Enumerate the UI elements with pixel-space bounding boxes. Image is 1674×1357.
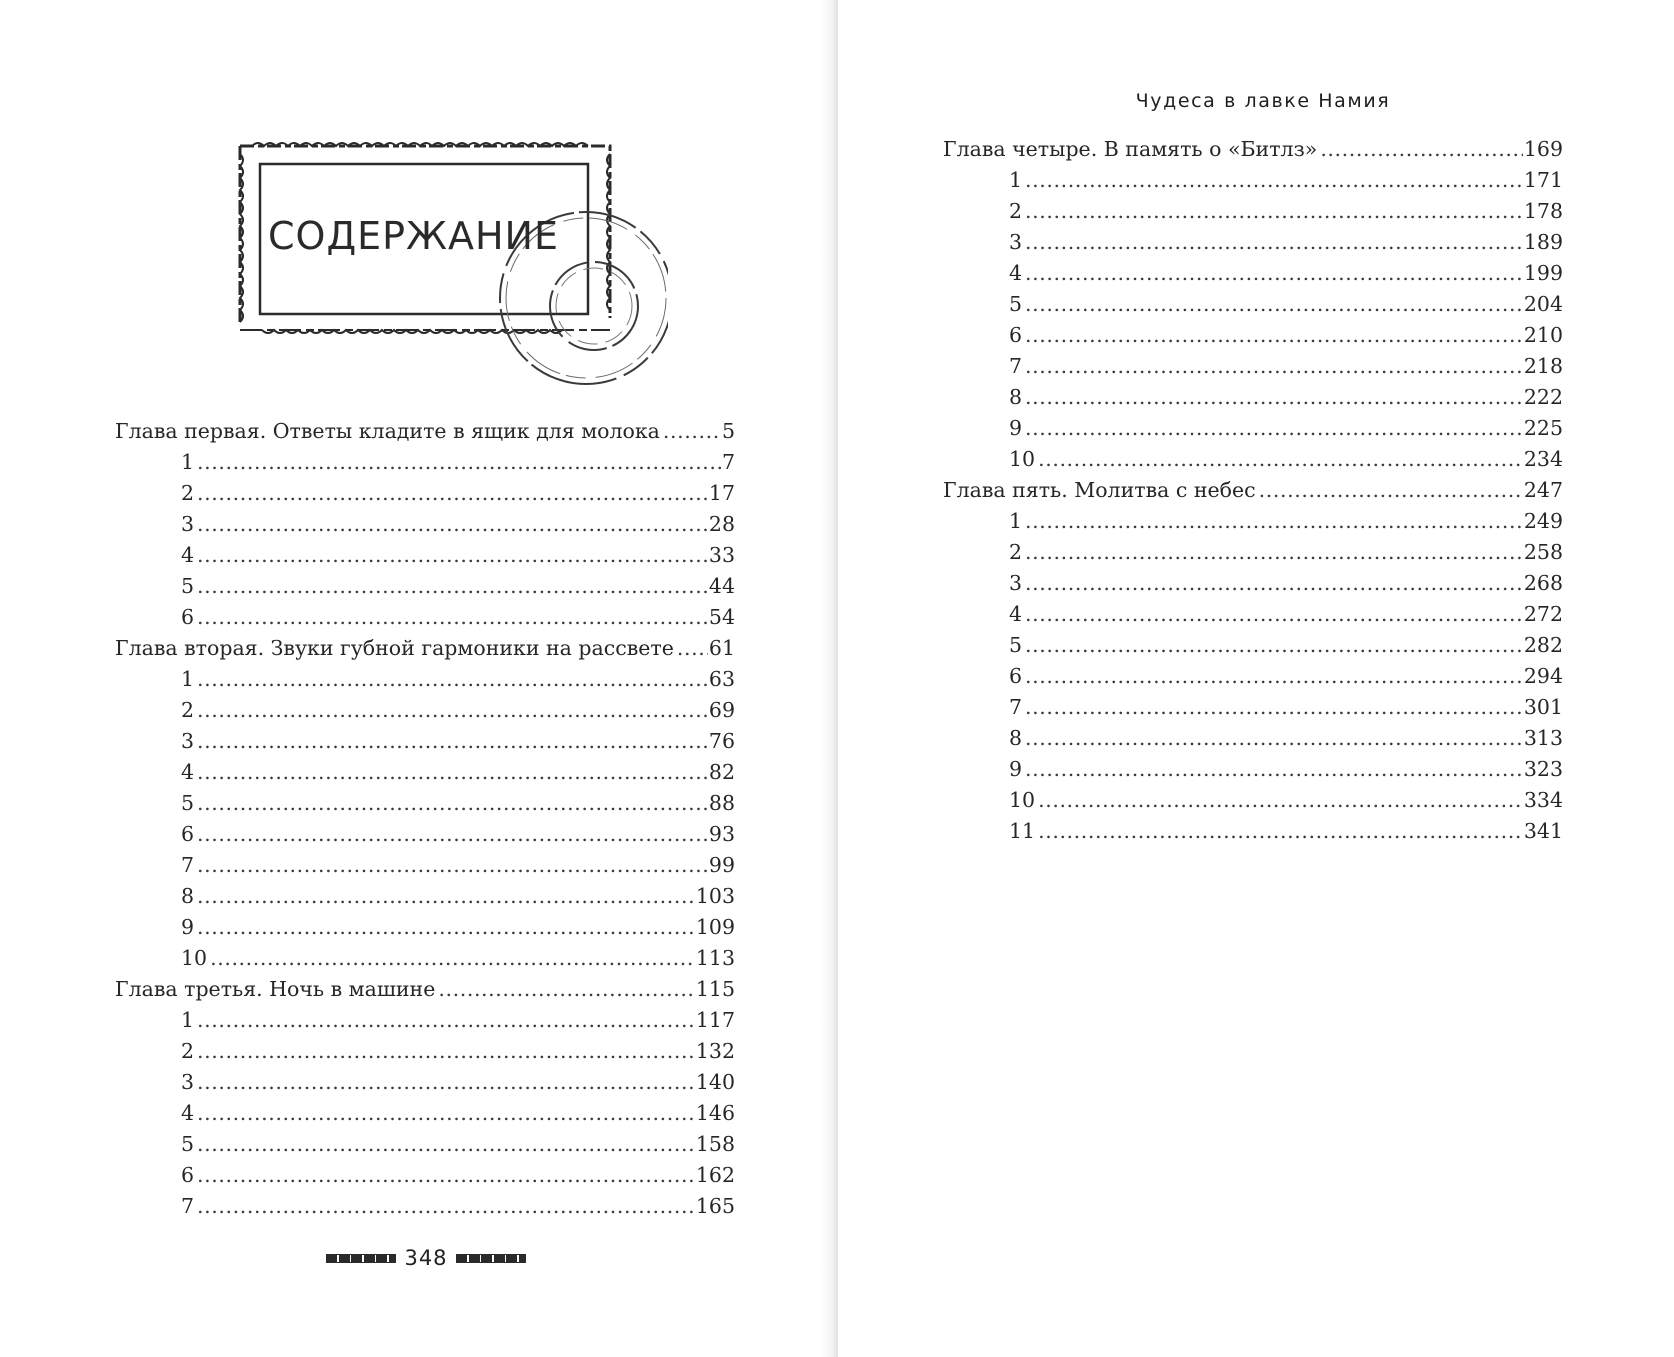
toc-page-number: 268 <box>1523 571 1563 595</box>
toc-dot-leader <box>1025 754 1523 785</box>
toc-dot-leader <box>197 478 708 509</box>
folio-ornament-left <box>326 1254 396 1263</box>
toc-page-number: 28 <box>708 512 735 536</box>
toc-subentry <box>115 664 735 695</box>
toc-entry-label: 6 <box>181 822 195 846</box>
toc-page-number: 178 <box>1523 199 1563 223</box>
toc-page-number: 165 <box>695 1194 735 1218</box>
toc-subentry <box>115 1036 735 1067</box>
toc-subentry <box>943 444 1563 475</box>
toc-entry-label: 3 <box>181 729 195 753</box>
toc-page-number: 44 <box>708 574 735 598</box>
toc-page-number: 5 <box>721 419 735 443</box>
toc-subentry <box>115 1098 735 1129</box>
toc-page-number: 33 <box>708 543 735 567</box>
toc-subentry <box>943 351 1563 382</box>
toc-page-number: 61 <box>708 636 735 660</box>
postage-stamp-frame-icon <box>232 140 668 396</box>
toc-dot-leader <box>438 974 695 1005</box>
toc-dot-leader <box>1025 351 1523 382</box>
toc-page-number: 272 <box>1523 602 1563 626</box>
toc-page-number: 99 <box>708 853 735 877</box>
page-number: 348 <box>404 1246 448 1270</box>
toc-chapter-entry <box>115 974 735 1005</box>
toc-entry-label: 8 <box>1009 385 1023 409</box>
toc-page-number: 323 <box>1523 757 1563 781</box>
toc-entry-label: 7 <box>1009 695 1023 719</box>
toc-dot-leader <box>1025 568 1523 599</box>
toc-entry-label: Глава четыре. В память о «Битлз» <box>943 137 1318 161</box>
toc-subentry <box>943 692 1563 723</box>
toc-page-number: 218 <box>1523 354 1563 378</box>
toc-page-number: 258 <box>1523 540 1563 564</box>
toc-page-number: 204 <box>1523 292 1563 316</box>
toc-entry-label: 3 <box>181 1070 195 1094</box>
contents-stamp <box>232 140 668 396</box>
toc-dot-leader <box>1025 320 1523 351</box>
toc-page-number: 93 <box>708 822 735 846</box>
toc-dot-leader <box>663 416 721 447</box>
toc-subentry <box>943 599 1563 630</box>
toc-dot-leader <box>1025 165 1523 196</box>
toc-subentry <box>115 447 735 478</box>
toc-subentry <box>943 816 1563 847</box>
toc-entry-label: 7 <box>1009 354 1023 378</box>
toc-dot-leader <box>197 1191 695 1222</box>
toc-subentry <box>115 943 735 974</box>
page-number-footer <box>321 1245 531 1271</box>
toc-page-number: 171 <box>1523 168 1563 192</box>
left-page <box>0 0 833 1357</box>
toc-page-number: 313 <box>1523 726 1563 750</box>
toc-page-number: 162 <box>695 1163 735 1187</box>
toc-page-number: 63 <box>708 667 735 691</box>
toc-dot-leader <box>1025 227 1523 258</box>
toc-entry-label: 1 <box>1009 509 1023 533</box>
toc-dot-leader <box>197 695 708 726</box>
toc-entry-label: Глава третья. Ночь в машине <box>115 977 436 1001</box>
toc-page-number: 7 <box>721 450 735 474</box>
toc-entry-label: 2 <box>181 481 195 505</box>
toc-dot-leader <box>197 1005 695 1036</box>
toc-page-number: 301 <box>1523 695 1563 719</box>
toc-dot-leader <box>1025 506 1523 537</box>
toc-entry-label: 7 <box>181 1194 195 1218</box>
toc-subentry <box>943 506 1563 537</box>
toc-entry-label: 3 <box>1009 230 1023 254</box>
toc-entry-label: 1 <box>181 450 195 474</box>
toc-page-number: 115 <box>695 977 735 1001</box>
toc-page-number: 88 <box>708 791 735 815</box>
toc-subentry <box>115 540 735 571</box>
toc-entry-label: 10 <box>1009 788 1036 812</box>
toc-entry-label: 5 <box>181 791 195 815</box>
toc-subentry <box>943 382 1563 413</box>
toc-entry-label: 8 <box>181 884 195 908</box>
toc-entry-label: 4 <box>181 543 195 567</box>
toc-entry-label: 2 <box>181 1039 195 1063</box>
toc-dot-leader <box>1025 537 1523 568</box>
toc-entry-label: 6 <box>181 605 195 629</box>
toc-subentry <box>115 1067 735 1098</box>
toc-subentry <box>115 478 735 509</box>
toc-dot-leader <box>210 943 695 974</box>
toc-subentry <box>115 571 735 602</box>
toc-subentry <box>115 757 735 788</box>
toc-dot-leader <box>1025 382 1523 413</box>
toc-subentry <box>115 1129 735 1160</box>
toc-page-number: 282 <box>1523 633 1563 657</box>
running-head: Чудеса в лавке Намия <box>1135 90 1391 112</box>
toc-entry-label: 6 <box>1009 323 1023 347</box>
toc-page-number: 76 <box>708 729 735 753</box>
table-of-contents-right <box>943 134 1563 847</box>
toc-subentry <box>943 723 1563 754</box>
toc-entry-label: 5 <box>181 1132 195 1156</box>
toc-subentry <box>115 509 735 540</box>
toc-page-number: 69 <box>708 698 735 722</box>
toc-entry-label: 4 <box>1009 602 1023 626</box>
toc-entry-label: Глава вторая. Звуки губной гармоники на рассвете <box>115 636 674 660</box>
toc-page-number: 199 <box>1523 261 1563 285</box>
toc-page-number: 210 <box>1523 323 1563 347</box>
toc-dot-leader <box>197 447 721 478</box>
toc-entry-label: Глава пять. Молитва с небес <box>943 478 1256 502</box>
toc-page-number: 17 <box>708 481 735 505</box>
toc-entry-label: 1 <box>1009 168 1023 192</box>
toc-dot-leader <box>1025 196 1523 227</box>
toc-subentry <box>115 726 735 757</box>
right-page <box>838 0 1674 1357</box>
toc-dot-leader <box>1025 661 1523 692</box>
toc-entry-label: 1 <box>181 1008 195 1032</box>
toc-subentry <box>115 1160 735 1191</box>
toc-page-number: 341 <box>1523 819 1563 843</box>
toc-subentry <box>943 661 1563 692</box>
toc-page-number: 234 <box>1523 447 1563 471</box>
toc-page-number: 225 <box>1523 416 1563 440</box>
toc-dot-leader <box>1320 134 1523 165</box>
toc-page-number: 334 <box>1523 788 1563 812</box>
toc-page-number: 113 <box>695 946 735 970</box>
toc-entry-label: 3 <box>181 512 195 536</box>
toc-dot-leader <box>677 633 708 664</box>
toc-entry-label: 10 <box>1009 447 1036 471</box>
toc-subentry <box>943 785 1563 816</box>
toc-page-number: 132 <box>695 1039 735 1063</box>
toc-page-number: 169 <box>1523 137 1563 161</box>
toc-entry-label: 6 <box>1009 664 1023 688</box>
toc-dot-leader <box>197 664 708 695</box>
toc-subentry <box>115 1191 735 1222</box>
toc-subentry <box>115 850 735 881</box>
toc-subentry <box>115 881 735 912</box>
toc-dot-leader <box>197 1036 695 1067</box>
toc-entry-label: 2 <box>1009 199 1023 223</box>
toc-entry-label: Глава первая. Ответы кладите в ящик для молока <box>115 419 660 443</box>
table-of-contents-left <box>115 416 735 1222</box>
toc-dot-leader <box>197 1098 695 1129</box>
toc-dot-leader <box>1025 630 1523 661</box>
toc-entry-label: 11 <box>1009 819 1036 843</box>
toc-entry-label: 4 <box>181 760 195 784</box>
contents-heading: СОДЕРЖАНИЕ <box>268 214 559 258</box>
toc-chapter-entry <box>943 475 1563 506</box>
toc-dot-leader <box>1025 258 1523 289</box>
toc-dot-leader <box>197 1129 695 1160</box>
toc-page-number: 103 <box>695 884 735 908</box>
toc-dot-leader <box>197 912 695 943</box>
toc-entry-label: 7 <box>181 853 195 877</box>
toc-subentry <box>943 165 1563 196</box>
toc-entry-label: 6 <box>181 1163 195 1187</box>
toc-subentry <box>115 912 735 943</box>
toc-subentry <box>943 320 1563 351</box>
toc-subentry <box>115 788 735 819</box>
toc-dot-leader <box>1259 475 1523 506</box>
toc-subentry <box>943 196 1563 227</box>
toc-dot-leader <box>197 540 708 571</box>
toc-dot-leader <box>197 788 708 819</box>
toc-dot-leader <box>197 509 708 540</box>
toc-dot-leader <box>1025 692 1523 723</box>
toc-subentry <box>943 568 1563 599</box>
toc-subentry <box>943 258 1563 289</box>
toc-dot-leader <box>197 850 708 881</box>
toc-page-number: 146 <box>695 1101 735 1125</box>
toc-entry-label: 4 <box>1009 261 1023 285</box>
toc-dot-leader <box>1025 723 1523 754</box>
toc-entry-label: 5 <box>1009 633 1023 657</box>
toc-dot-leader <box>197 1067 695 1098</box>
toc-chapter-entry <box>115 633 735 664</box>
toc-page-number: 54 <box>708 605 735 629</box>
toc-dot-leader <box>197 881 695 912</box>
toc-subentry <box>943 289 1563 320</box>
toc-entry-label: 5 <box>181 574 195 598</box>
toc-dot-leader <box>197 757 708 788</box>
toc-page-number: 222 <box>1523 385 1563 409</box>
toc-page-number: 117 <box>695 1008 735 1032</box>
toc-subentry <box>115 602 735 633</box>
toc-page-number: 109 <box>695 915 735 939</box>
toc-subentry <box>943 413 1563 444</box>
toc-dot-leader <box>197 571 708 602</box>
toc-dot-leader <box>197 602 708 633</box>
folio-ornament-right <box>456 1254 526 1263</box>
toc-subentry <box>115 819 735 850</box>
toc-subentry <box>943 227 1563 258</box>
toc-entry-label: 9 <box>1009 757 1023 781</box>
toc-dot-leader <box>1038 785 1523 816</box>
toc-dot-leader <box>1038 816 1523 847</box>
toc-page-number: 294 <box>1523 664 1563 688</box>
toc-entry-label: 3 <box>1009 571 1023 595</box>
toc-entry-label: 2 <box>1009 540 1023 564</box>
toc-subentry <box>115 1005 735 1036</box>
toc-dot-leader <box>197 819 708 850</box>
toc-subentry <box>943 754 1563 785</box>
toc-subentry <box>943 537 1563 568</box>
toc-page-number: 140 <box>695 1070 735 1094</box>
toc-dot-leader <box>197 726 708 757</box>
toc-entry-label: 8 <box>1009 726 1023 750</box>
toc-chapter-entry <box>943 134 1563 165</box>
toc-page-number: 249 <box>1523 509 1563 533</box>
toc-entry-label: 2 <box>181 698 195 722</box>
toc-dot-leader <box>197 1160 695 1191</box>
toc-page-number: 189 <box>1523 230 1563 254</box>
toc-subentry <box>943 630 1563 661</box>
toc-subentry <box>115 695 735 726</box>
toc-entry-label: 9 <box>181 915 195 939</box>
toc-entry-label: 1 <box>181 667 195 691</box>
toc-entry-label: 4 <box>181 1101 195 1125</box>
toc-page-number: 158 <box>695 1132 735 1156</box>
toc-page-number: 82 <box>708 760 735 784</box>
toc-dot-leader <box>1038 444 1523 475</box>
toc-entry-label: 10 <box>181 946 208 970</box>
toc-entry-label: 9 <box>1009 416 1023 440</box>
toc-dot-leader <box>1025 599 1523 630</box>
toc-entry-label: 5 <box>1009 292 1023 316</box>
toc-chapter-entry <box>115 416 735 447</box>
toc-page-number: 247 <box>1523 478 1563 502</box>
toc-dot-leader <box>1025 289 1523 320</box>
toc-dot-leader <box>1025 413 1523 444</box>
